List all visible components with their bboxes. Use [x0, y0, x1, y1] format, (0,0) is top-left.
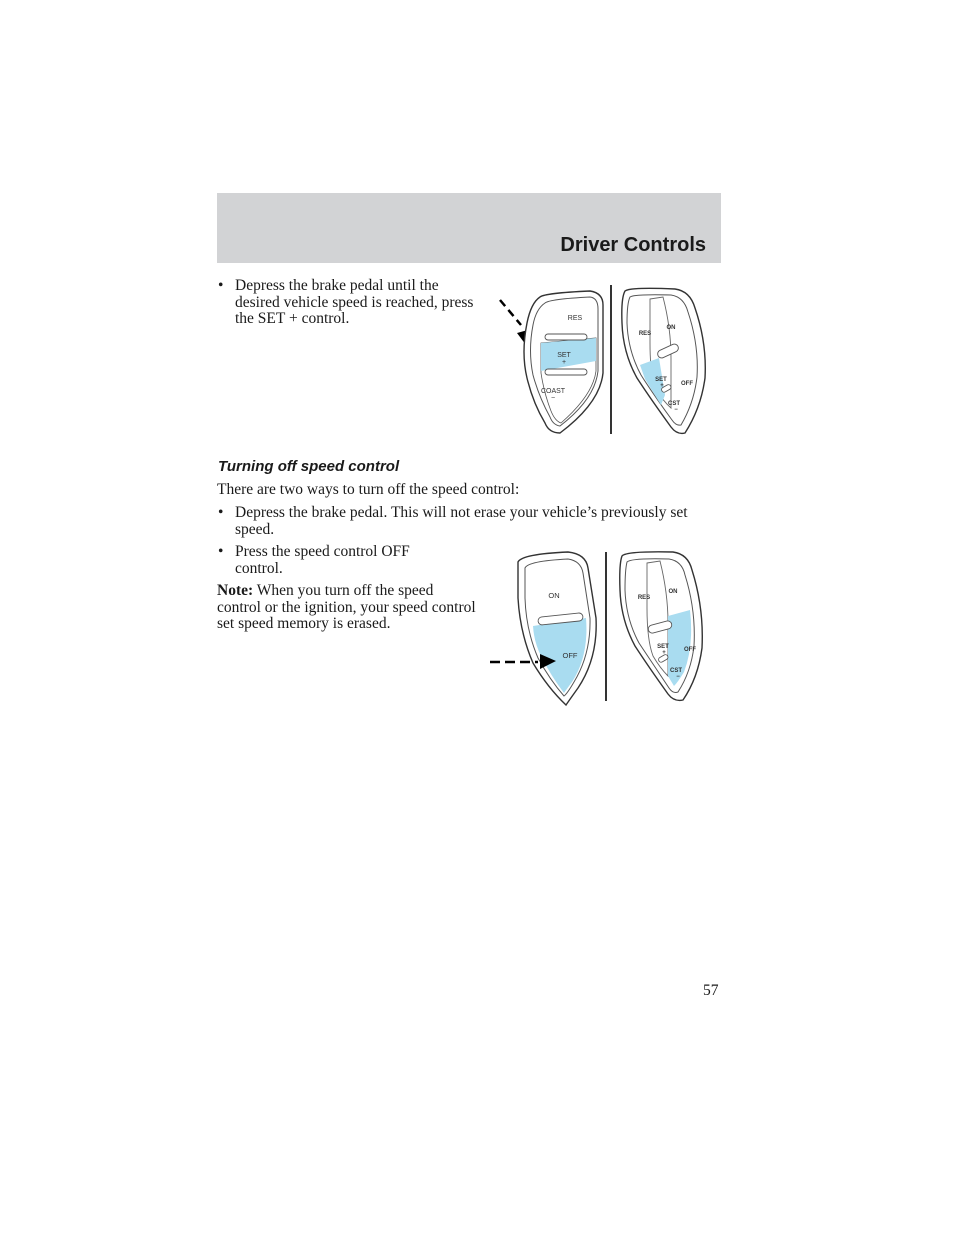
cst-label-right: CST	[670, 668, 682, 674]
section-intro: There are two ways to turn off the speed control:	[217, 481, 520, 498]
page-number: 57	[703, 982, 719, 999]
speed-control-set-illustration	[495, 283, 725, 438]
coast-minus-label: −	[550, 395, 556, 402]
set-label: SET	[557, 352, 571, 359]
left-switch-panel	[518, 552, 596, 705]
bullet-marker: •	[218, 277, 224, 294]
bullet-brake-pedal	[218, 505, 718, 538]
coast-label: COAST	[540, 388, 566, 395]
note-label: Note:	[217, 582, 254, 599]
right-switch-panel	[620, 552, 703, 701]
cst-label-right: CST	[668, 401, 680, 407]
off-label-right: OFF	[684, 647, 696, 653]
bullet-set-speed	[218, 278, 480, 328]
bullet-text: Depress the brake pedal. This will not erase your vehicle’s previously set speed.	[235, 504, 688, 538]
section-heading: Turning off speed control	[218, 458, 400, 475]
speed-control-off-illustration	[488, 548, 723, 708]
bullet-text: Depress the brake pedal until the desired vehicle speed is reached, press the SET + control.	[235, 277, 474, 327]
res-label-right: RES	[638, 331, 652, 337]
left-switch-panel	[524, 291, 603, 433]
bullet-marker: •	[218, 504, 224, 521]
bullet-marker: •	[218, 543, 224, 560]
right-switch-panel	[622, 288, 705, 433]
on-label-right: ON	[666, 325, 676, 331]
on-label-right: ON	[668, 589, 678, 595]
note-paragraph	[217, 583, 479, 633]
off-label-right: OFF	[681, 381, 693, 387]
section-header-band	[217, 193, 721, 263]
bullet-off-control	[218, 544, 448, 577]
set-plus-label-right: +	[662, 650, 666, 656]
res-label: RES	[567, 315, 583, 322]
set-label-right: SET	[655, 377, 667, 383]
section-title: Driver Controls	[560, 234, 706, 256]
on-label: ON	[548, 591, 560, 600]
note-text: When you turn off the speed control or the ignition, your speed control set speed memory is erased.	[217, 582, 476, 632]
set-plus-label-right: +	[660, 383, 664, 389]
cst-minus-label-right: −	[676, 674, 680, 680]
cst-minus-label-right: −	[674, 407, 678, 413]
off-label: OFF	[562, 651, 578, 660]
set-label-right: SET	[657, 644, 669, 650]
bullet-text: Press the speed control OFF control.	[235, 543, 410, 577]
set-plus-label: +	[561, 359, 567, 366]
res-label-right: RES	[637, 595, 651, 601]
